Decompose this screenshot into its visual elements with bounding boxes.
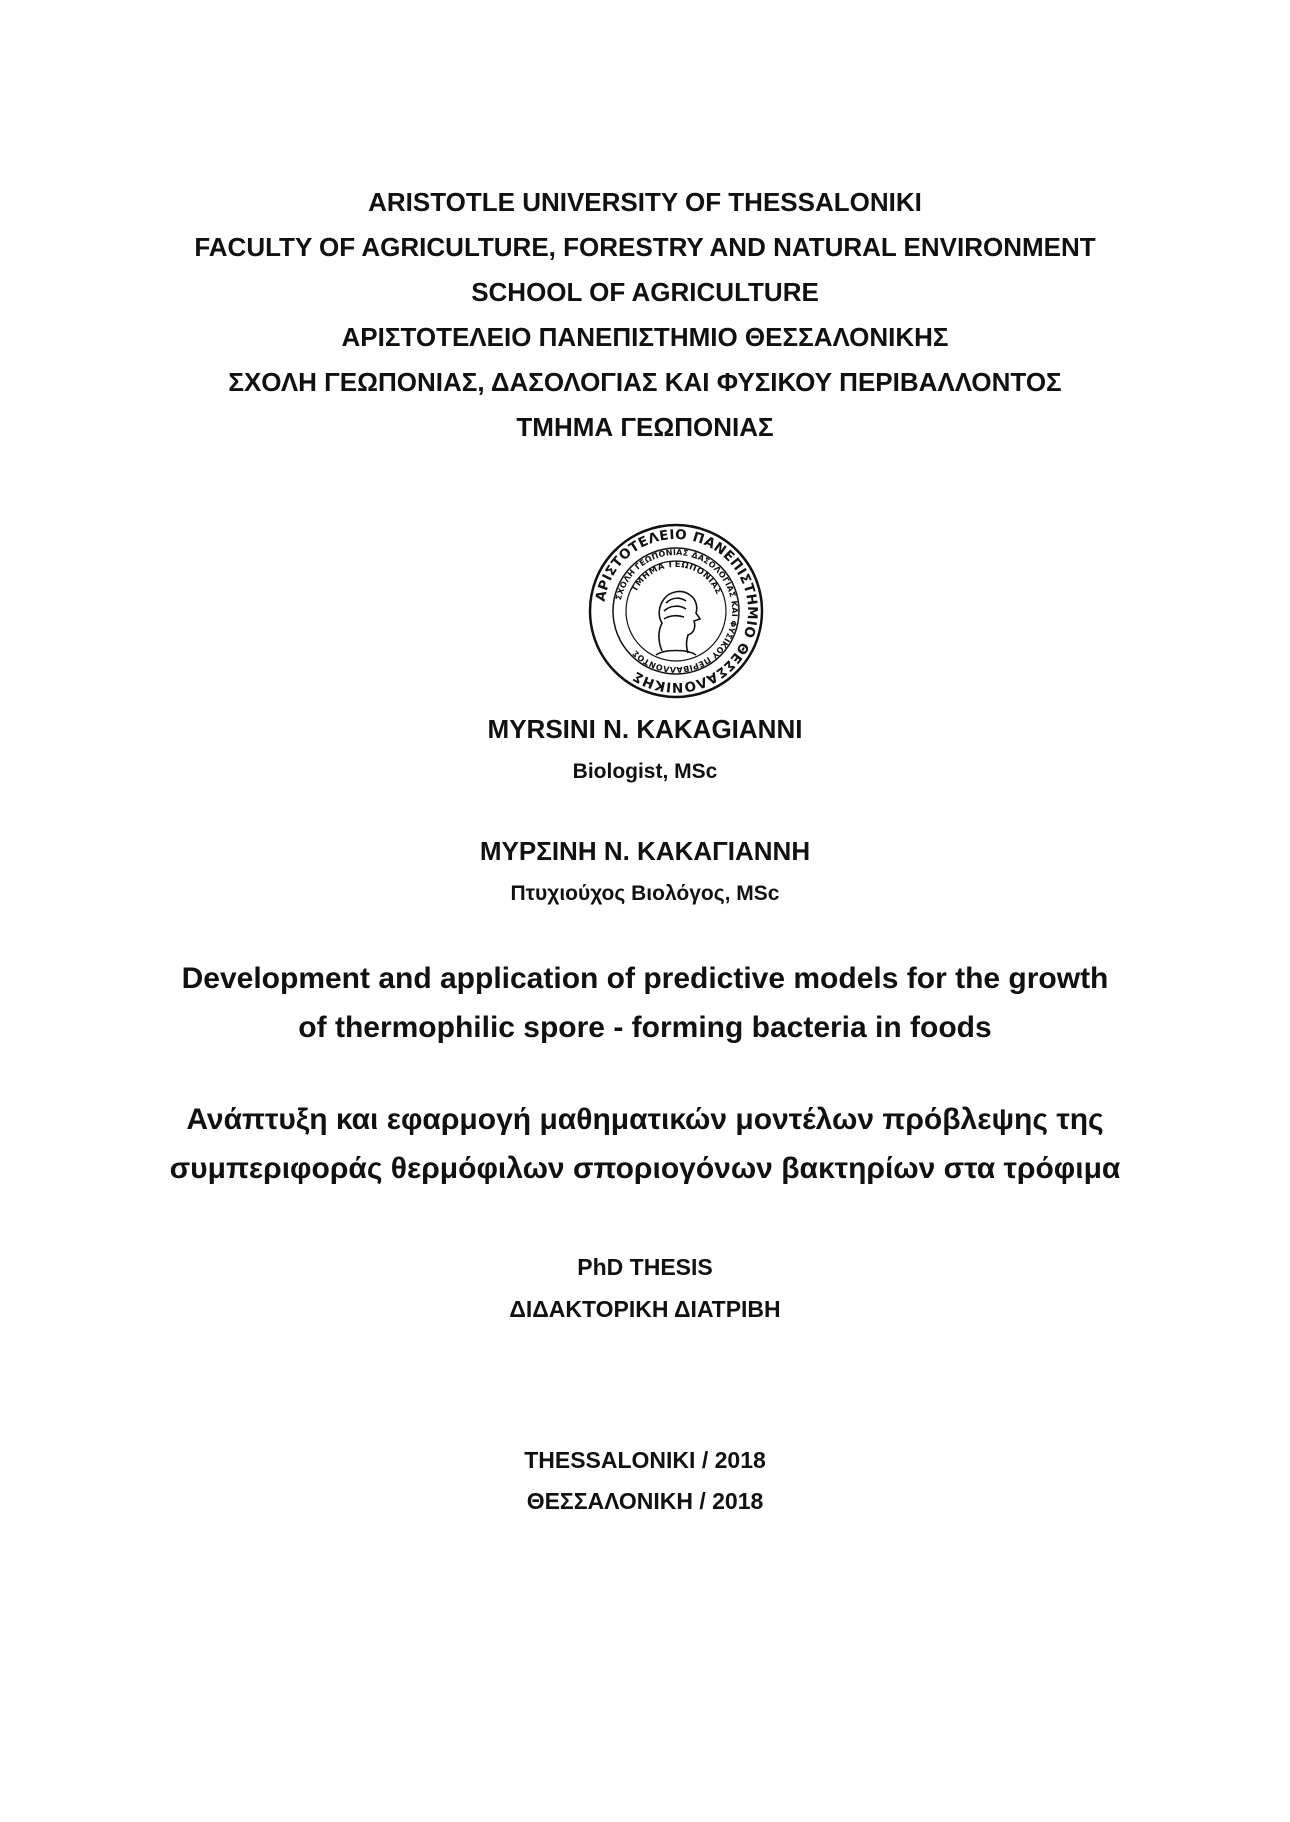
school-name-gr: ΤΜΗΜΑ ΓΕΩΠΟΝΙΑΣ [516,412,774,442]
faculty-name-gr: ΣΧΟΛΗ ΓΕΩΠΟΝΙΑΣ, ΔΑΣΟΛΟΓΙΑΣ ΚΑΙ ΦΥΣΙΚΟΥ ΠΕΡΙΒΑΛΛΟΝΤΟΣ [228,367,1062,397]
seal-middle-text: ΣΧΟΛΗ ΓΕΩΠΟΝΙΑΣ ΔΑΣΟΛΟΓΙΑΣ ΚΑΙ ΦΥΣΙΚΟΥ ΠΕΡΙΒΑΛΛΟΝΤΟΣ [614,547,740,675]
university-seal [588,523,764,699]
thesis-title-en-line2: of thermophilic spore - forming bacteria in foods [298,1011,992,1044]
seal-inner-text: ΤΜΗΜΑ ΓΕΩΠΟΝΙΑΣ [629,559,724,597]
faculty-name-en: FACULTY OF AGRICULTURE, FORESTRY AND NATURAL ENVIRONMENT [194,232,1096,262]
author-degree-en: Biologist, MSc [572,760,718,783]
author-name-gr: ΜΥΡΣΙΝΗ Ν. ΚΑΚΑΓΙΑΝΝΗ [479,836,811,866]
seal-graphic [588,523,764,699]
seal-outer-text: ΑΡΙΣΤΟΤΕΛΕΙΟ ΠΑΝΕΠΙΣΤΗΜΙΟ ΘΕΣΣΑΛΟΝΙΚΗΣ [592,526,761,696]
place-year-en: THESSALONIKI / 2018 [524,1447,766,1473]
university-name-en: ARISTOTLE UNIVERSITY OF THESSALONIKI [368,187,922,217]
place-year-gr: ΘΕΣΣΑΛΟΝΙΚΗ / 2018 [526,1488,764,1514]
thesis-title-gr-line2: συμπεριφοράς θερμόφιλων σποριογόνων βακτηρίων στα τρόφιμα [169,1152,1121,1185]
university-name-gr: ΑΡΙΣΤΟΤΕΛΕΙΟ ΠΑΝΕΠΙΣΤΗΜΙΟ ΘΕΣΣΑΛΟΝΙΚΗΣ [341,322,949,352]
aristotle-head-icon [656,592,700,655]
thesis-title-en-line1: Development and application of predictive models for the growth [181,962,1109,995]
school-name-en: SCHOOL OF AGRICULTURE [471,277,819,307]
author-name-en: MYRSINI N. KAKAGIANNI [487,714,803,744]
thesis-title-gr-line1: Ανάπτυξη και εφαρμογή μαθηματικών μοντέλων πρόβλεψης της [186,1103,1104,1136]
author-degree-gr: Πτυχιούχος Βιολόγος, MSc [510,882,780,905]
thesis-type-gr: ΔΙΔΑΚΤΟΡΙΚΗ ΔΙΑΤΡΙΒΗ [509,1296,781,1322]
thesis-type-en: PhD THESIS [577,1254,713,1280]
